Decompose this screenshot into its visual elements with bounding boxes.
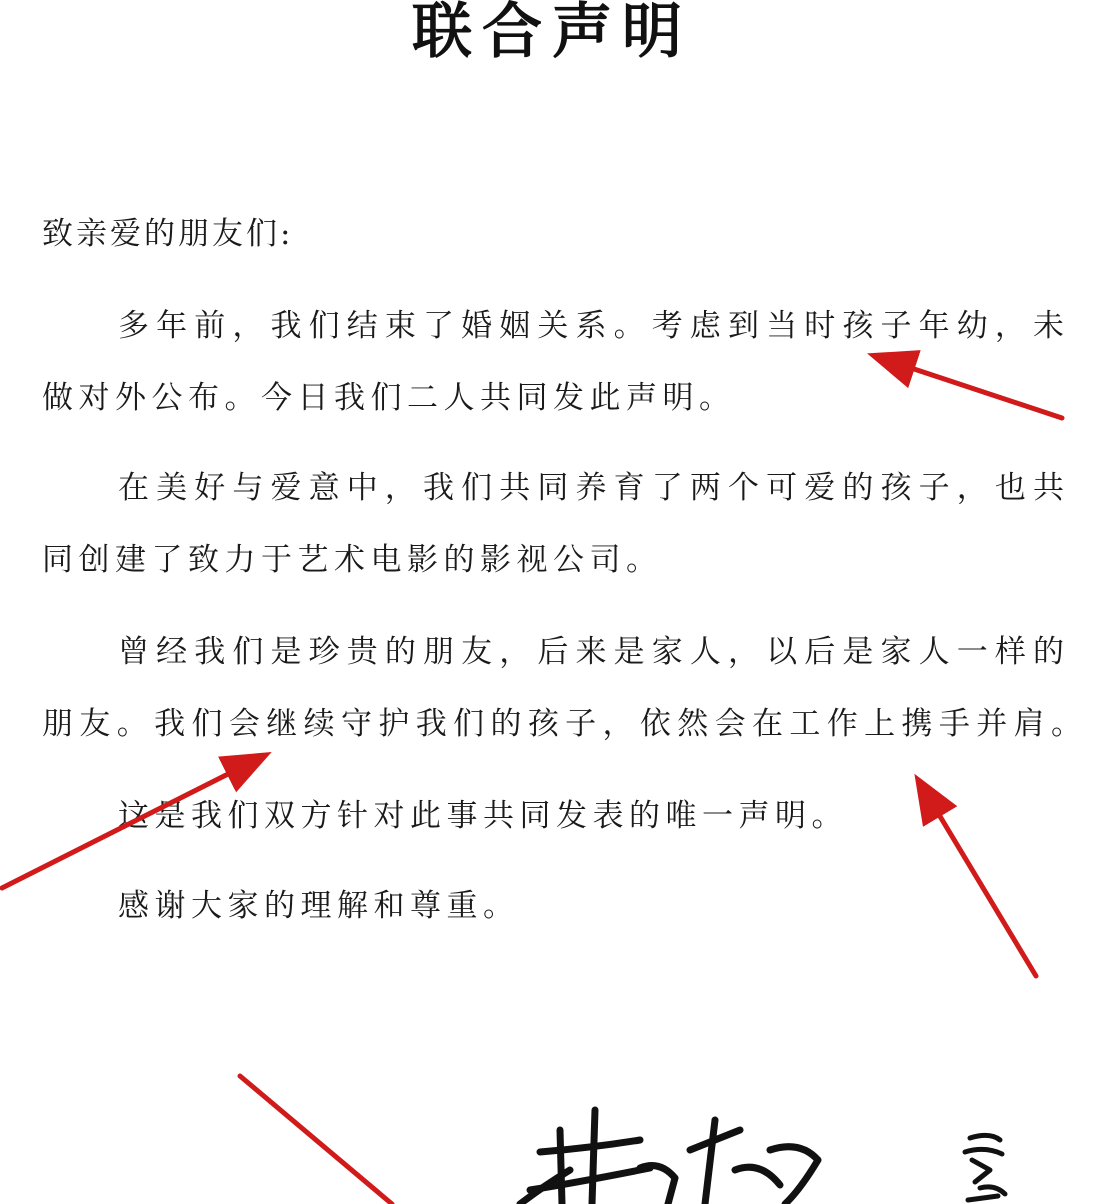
paragraph-3-line-1: 曾经我们是珍贵的朋友，后来是家人，以后是家人一样的 xyxy=(118,634,1064,670)
statement-title: 联合声明 xyxy=(412,0,692,67)
arrow-4 xyxy=(240,1076,392,1204)
handwritten-signature-left xyxy=(500,1090,830,1204)
paragraph-3-line-2: 朋友。我们会继续守护我们的孩子，依然会在工作上携手并肩。 xyxy=(42,706,1082,742)
paragraph-2-line-2: 同创建了致力于艺术电影的影视公司。 xyxy=(42,542,663,578)
paragraph-1-line-2: 做对外公布。今日我们二人共同发此声明。 xyxy=(42,380,736,416)
salutation: 致亲爱的朋友们: xyxy=(42,216,294,252)
handwritten-signature-right xyxy=(950,1130,1020,1204)
paragraph-1-line-1: 多年前，我们结束了婚姻关系。考虑到当时孩子年幼，未 xyxy=(118,308,1064,344)
paragraph-5-line-1: 感谢大家的理解和尊重。 xyxy=(118,888,520,924)
paragraph-4-line-1: 这是我们双方针对此事共同发表的唯一声明。 xyxy=(118,798,848,834)
paragraph-2-line-1: 在美好与爱意中，我们共同养育了两个可爱的孩子，也共 xyxy=(118,470,1064,506)
